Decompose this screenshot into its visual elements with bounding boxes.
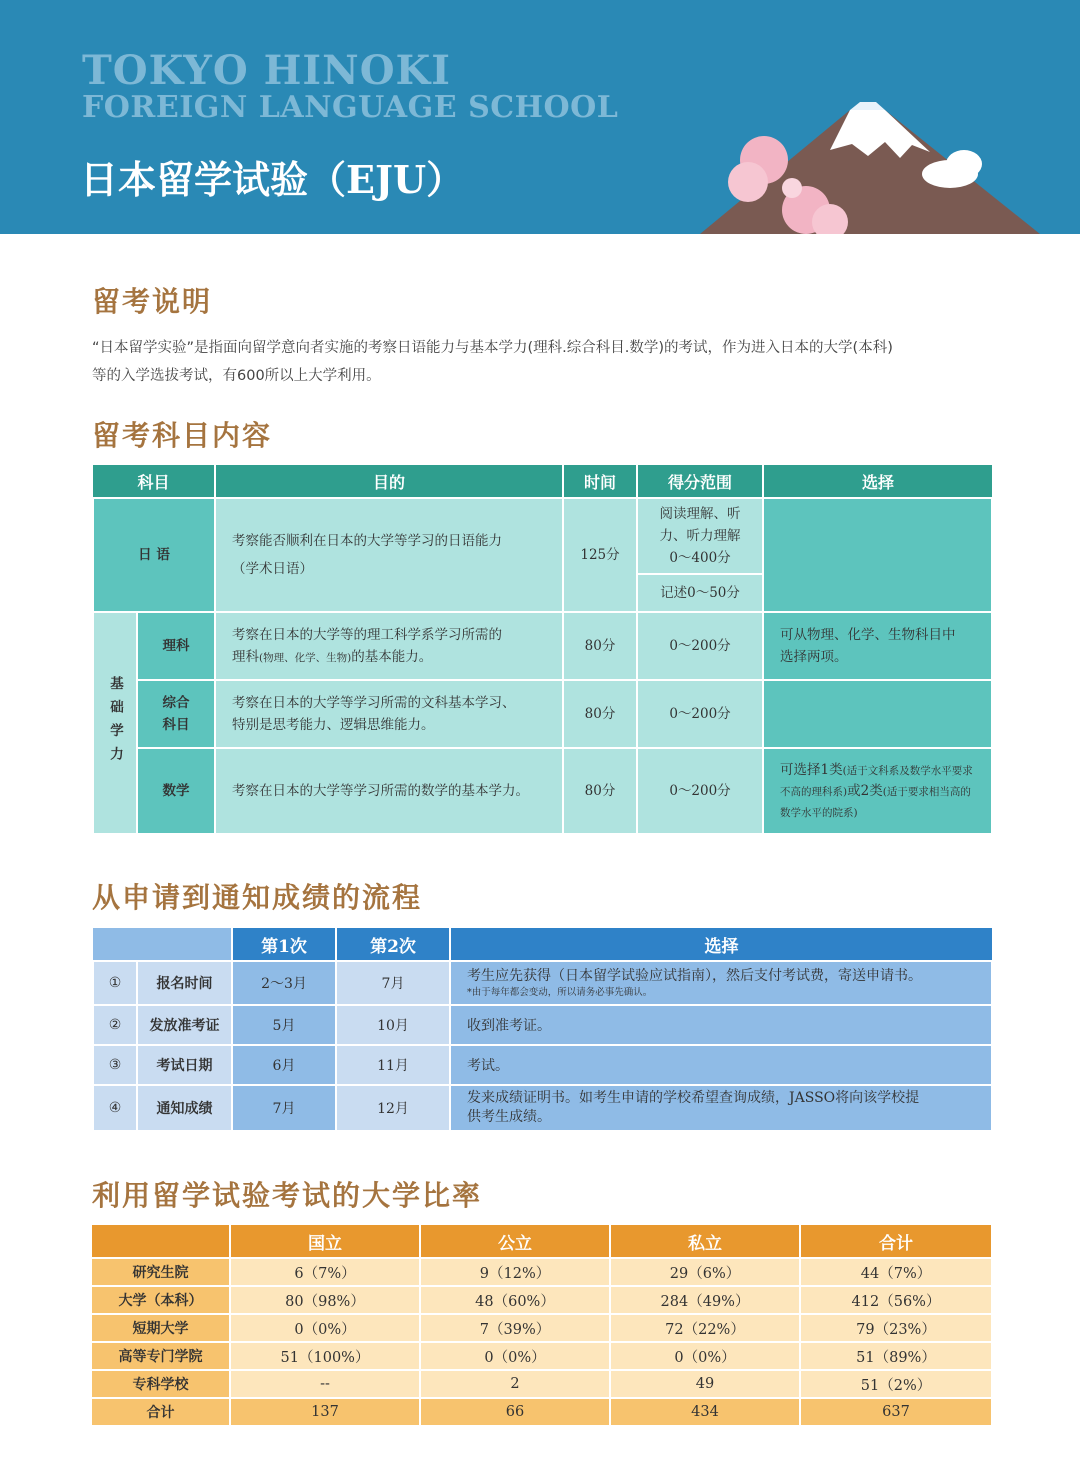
text-line: 选择两项。 [780,649,848,665]
range-math: 0～200分 [637,748,763,834]
table-cell: 44（7%） [800,1258,991,1286]
step-first: 5月 [232,1005,336,1045]
intro-line: 等的入学选拔考试，有600所以上大学利用。 [92,368,381,384]
table-cell: 0（0%） [420,1342,610,1370]
step-description [450,1085,992,1131]
purpose-japanese [215,498,563,612]
column-header: 科目 [93,465,215,498]
table-cell: 434 [610,1398,800,1426]
row-label: 高等专门学院 [92,1342,230,1370]
text-line: 供考生成绩。 [467,1109,551,1125]
step-first: 2～3月 [232,961,336,1005]
row-label: 专科学校 [92,1370,230,1398]
text-span: 理科 [232,648,260,665]
column-header: 选择 [450,928,992,961]
choice-math [763,748,992,834]
text-span: (物理、化学、生物) [259,651,352,664]
step-item: 发放准考证 [137,1005,232,1045]
basic-ability-label: 基础学力 [93,612,137,834]
step-item: 考试日期 [137,1045,232,1085]
text-line: 科目 [162,717,190,733]
table-cell: 7（39%） [420,1314,610,1342]
table-row [92,1314,991,1342]
table-cell: 6（7%） [230,1258,420,1286]
step-note: *由于每年都会变动，所以请务必事先确认。 [467,987,653,998]
text-line: 考生应先获得（日本留学试验应试指南），然后支付考试费，寄送申请书。 [467,968,922,984]
section-heading-subjects: 留考科目内容 [92,419,273,452]
range-science: 0～200分 [637,612,763,680]
text-span: 可选择1类 [780,761,843,778]
text-span: 或2类 [847,782,883,799]
choice-general [763,680,992,748]
step-number: ① [93,961,137,1005]
step-item: 通知成绩 [137,1085,232,1131]
text-line: （学术日语） [232,561,314,577]
page-title: 日本留学试验（EJU） [80,157,465,202]
subject-general [137,680,215,748]
table-cell: 137 [230,1398,420,1426]
section-heading-ratio: 利用留学试验考试的大学比率 [92,1179,483,1212]
column-header [93,928,232,961]
row-label: 大学（本科） [92,1286,230,1314]
table-cell: 51（100%） [230,1342,420,1370]
step-number: ④ [93,1085,137,1131]
text-line: 考察在日本的大学等学习所需的文科基本学习、 [232,695,516,711]
table-row [92,1258,991,1286]
table-row [92,1370,991,1398]
table-cell: 29（6%） [610,1258,800,1286]
text-span: 的基本能力。 [351,648,433,665]
table-cell: 48（60%） [420,1286,610,1314]
subject-japanese: 日 语 [93,498,215,612]
time-math: 80分 [563,748,637,834]
range-general: 0～200分 [637,680,763,748]
table-row [92,1286,991,1314]
text-span: (适于要求相当高的数学水平的院系) [780,785,971,819]
time-japanese: 125分 [563,498,637,612]
step-first: 6月 [232,1045,336,1085]
row-label: 短期大学 [92,1314,230,1342]
ratio-table [92,1225,991,1427]
text-line: 综合 [162,695,190,711]
section-heading-process: 从申请到通知成绩的流程 [92,881,423,914]
subject-math: 数学 [137,748,215,834]
step-second: 11月 [336,1045,450,1085]
text-line: 考察能否顺利在日本的大学等学习的日语能力 [232,533,503,549]
step-description: 收到准考证。 [450,1005,992,1045]
text-line: 阅读理解、听 [659,506,741,522]
table-cell: 9（12%） [420,1258,610,1286]
column-header: 时间 [563,465,637,498]
choice-japanese [763,498,992,612]
text-line: 0～400分 [669,550,731,566]
school-name-line1: TOKYO HINOKI [82,47,452,94]
text-line: 考察在日本的大学等的理工科学系学习所需的 [232,626,503,643]
column-header: 选择 [763,465,992,498]
table-cell: 49 [610,1370,800,1398]
text-line [232,646,548,669]
table-cell: -- [230,1370,420,1398]
section-heading-intro: 留考说明 [92,285,213,318]
table-cell: 284（49%） [610,1286,800,1314]
step-item: 报名时间 [137,961,232,1005]
table-row [92,1342,991,1370]
intro-line: “日本留学实验”是指面向留学意向者实施的考察日语能力与基本学力(理科.综合科目.数学)的考试，作为进入日本的大学(本科) [92,340,893,356]
step-first: 7月 [232,1085,336,1131]
table-cell: 51（89%） [800,1342,991,1370]
time-science: 80分 [563,612,637,680]
choice-science [763,612,992,680]
column-header: 第2次 [336,928,450,961]
range-japanese-reading [637,498,763,574]
table-cell: 412（56%） [800,1286,991,1314]
column-header: 国立 [230,1225,420,1258]
table-cell: 72（22%） [610,1314,800,1342]
column-header: 第1次 [232,928,336,961]
process-table [92,928,993,1132]
mount-fuji-illustration [700,90,1080,234]
table-cell: 80（98%） [230,1286,420,1314]
table-row-total [92,1398,991,1426]
text-line: 可从物理、化学、生物科目中 [780,627,956,643]
header-banner [0,0,1080,234]
text-line: 特别是思考能力、逻辑思维能力。 [232,717,435,733]
subject-science: 理科 [137,612,215,680]
purpose-math: 考察在日本的大学等学习所需的数学的基本学力。 [215,748,563,834]
table-cell: 66 [420,1398,610,1426]
intro-paragraph [92,334,1002,390]
step-second: 10月 [336,1005,450,1045]
step-second: 7月 [336,961,450,1005]
table-cell: 2 [420,1370,610,1398]
school-name-line2: FOREIGN LANGUAGE SCHOOL [82,90,619,125]
column-header [92,1225,230,1258]
table-cell: 0（0%） [230,1314,420,1342]
table-cell: 51（2%） [800,1370,991,1398]
text-span: (适于文科系及数学水平要求不高的理科系) [780,764,973,798]
column-header: 公立 [420,1225,610,1258]
column-header: 私立 [610,1225,800,1258]
text-line: 发来成绩证明书。如考生申请的学校希望查询成绩，JASSO将向该学校提 [467,1090,920,1106]
subjects-table [92,465,993,835]
purpose-science [215,612,563,680]
row-label: 研究生院 [92,1258,230,1286]
text-line: 力、听力理解 [659,528,741,544]
step-second: 12月 [336,1085,450,1131]
column-header: 目的 [215,465,563,498]
range-japanese-writing: 记述0～50分 [637,574,763,612]
step-description: 考试。 [450,1045,992,1085]
step-number: ② [93,1005,137,1045]
purpose-general [215,680,563,748]
table-cell: 637 [800,1398,991,1426]
table-cell: 79（23%） [800,1314,991,1342]
column-header: 得分范围 [637,465,763,498]
step-description [450,961,992,1005]
time-general: 80分 [563,680,637,748]
row-label: 合计 [92,1398,230,1426]
column-header: 合计 [800,1225,991,1258]
step-number: ③ [93,1045,137,1085]
table-cell: 0（0%） [610,1342,800,1370]
